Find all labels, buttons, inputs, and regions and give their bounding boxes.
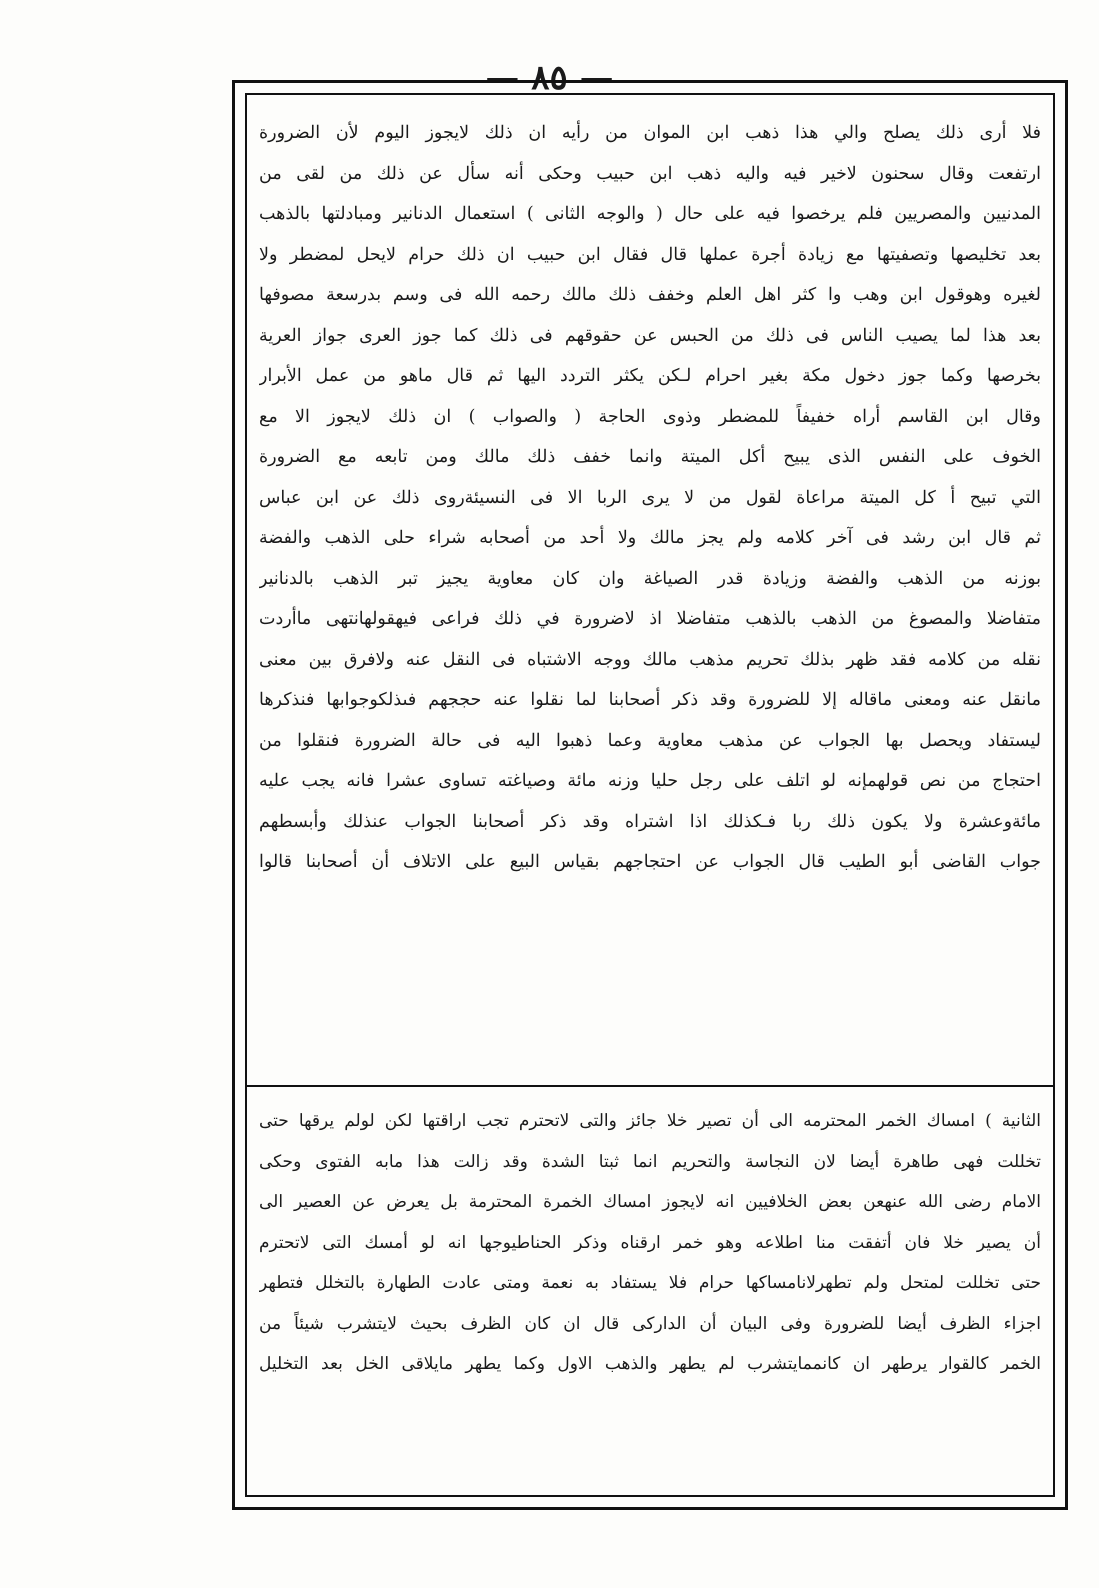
footnote-line: تخللت فهى طاهرة أيضا لان النجاسة والتحريم انما ثبتا الشدة وقد زالت هذا مابه الفتوى وحكى bbox=[259, 1151, 1041, 1172]
main-text-line: ثم قال ابن رشد فى آخر كلامه ولم يجز مالك ولا أحد من أصحابه شراء حلى الذهب والفضة bbox=[259, 528, 1041, 548]
main-text-line: ارتفعت وقال سحنون لاخير فيه واليه ذهب ابن حبيب وحكى أنه سأل عن ذلك من لقى من bbox=[259, 163, 1041, 184]
footnote-divider bbox=[247, 1085, 1053, 1087]
main-text bbox=[259, 113, 1041, 883]
main-text-line: جواب القاضى أبو الطيب قال الجواب عن احتجاجهم بقياس البيع على الاتلاف أن أصحابنا قالوا bbox=[259, 852, 1041, 872]
main-text-line: لغيره وهوقول ابن وهب وا كثر اهل العلم وخفف ذلك مالك رحمه الله فى وسم بدرسعة مصوفها bbox=[259, 285, 1041, 305]
main-text-line: متفاضلا والمصوغ من الذهب بالذهب متفاضلا اذ لاضرورة في ذلك فراعى فيهقولهانتهى ماأردت bbox=[259, 609, 1041, 629]
footnote-line: اجزاء الظرف أيضا للضرورة وفى البيان أن الداركى قال ان كان الظرف بحيث لايتشرب شيئاً من bbox=[259, 1313, 1041, 1334]
main-text-line: الخوف على النفس الذى يبيح أكل الميتة وانما خفف ذلك مالك ومن تابعه مع الضرورة bbox=[259, 447, 1041, 467]
page-frame bbox=[232, 80, 1068, 1510]
footnote-line: الامام رضى الله عنهعن بعض الخلافيين انه لايجوز امساك الخمرة المحترمة بل يعرض عن العصير الى bbox=[259, 1192, 1041, 1212]
main-text-line: مانقل عنه ومعنى ماقاله إلا للضرورة وقد ذكر أصحابنا لما نقلوا عنه حججهم فىذلكوجوابها فنذكرها bbox=[259, 690, 1041, 710]
main-text-line: المدنيين والمصريين فلم يرخصوا فيه على حال ( والوجه الثانى ) استعمال الدنانير ومبادلتها بالذهب bbox=[259, 204, 1041, 224]
footnote-line: حتى تخللت لمتحل ولم تطهرلانامساكها حرام فلا يستفاد به نعمة ومتى عادت الطهارة بالتخلل فتطهر bbox=[259, 1273, 1041, 1293]
footnote-line: الخمر كالقوار يرطهر ان كانممايتشرب لم يطهر والذهب الاول وكما يطهر مايلاقى الخل بعد التخليل bbox=[259, 1354, 1041, 1374]
main-text-line: بعد تخليصها وتصفيتها مع زيادة أجرة عملها قال فقال ابن حبيب ان ذلك حرام لايحل لمضطر ولا bbox=[259, 244, 1041, 265]
main-text-line: التي تبيح أ كل الميتة مراعاة لقول من لا يرى الربا الا فى النسيئةروى ذلك عن ابن عباس bbox=[259, 487, 1041, 508]
main-text-line: وقال ابن القاسم أراه خفيفاً للمضطر وذوى الحاجة ( والصواب ) ان ذلك لايجوز الا مع bbox=[259, 406, 1041, 427]
main-text-line: احتجاج من نص قولهمإنه لو اتلف على رجل حليا وزنه مائة وصياغته تساوى عشرا فانه يجب عليه bbox=[259, 771, 1041, 791]
main-text-line: بخرصها وكما جوز دخول مكة بغير احرام لـكن يكثر التردد اليها ثم قال ماهو من عمل الأبرار bbox=[259, 366, 1041, 386]
main-text-line: فلا أرى ذلك يصلح والي هذا ذهب ابن الموان من رأيه ان ذلك لايجوز اليوم لأن الضرورة bbox=[259, 123, 1041, 143]
main-text-line: ليستفاد ويحصل بها الجواب عن مذهب معاوية وعما ذهبوا اليه فى حالة الضرورة فنقلوا من bbox=[259, 730, 1041, 751]
page-number: — ٨٥ — bbox=[485, 58, 614, 98]
page-frame-inner bbox=[245, 93, 1055, 1497]
main-text-line: نقله من كلامه فقد ظهر بذلك تحريم مذهب مالك ووجه الاشتباه فى النقل عنه ولافرق بين معنى bbox=[259, 649, 1041, 670]
main-text-line: بوزنه من الذهب والفضة وزيادة قدر الصياغة وان كان معاوية يجيز تبر الذهب بالدنانير bbox=[259, 568, 1041, 589]
main-text-line: بعد هذا لما يصيب الناس فى ذلك من الحبس عن حقوقهم فى ذلك كما جوز العرى جواز العرية bbox=[259, 325, 1041, 346]
footnote-line: أن يصير خلا فان أتفقت منا اطلاعه وهو خمر ارقناه وذكر الحناطيوجها انه لو أمسك التى لاتحترم bbox=[259, 1232, 1041, 1253]
main-text-line: مائةوعشرة ولا يكون ذلك ربا فـكذلك اذا اشتراه وقد ذكر أصحابنا الجواب عنذلك وأبسطهم bbox=[259, 811, 1041, 832]
footnote-line: الثانية ) امساك الخمر المحترمه الى أن تصير خلا جائز والتى لاتحترم تجب اراقتها لكن لولم يرقها حتى bbox=[259, 1111, 1041, 1131]
footnote-text bbox=[259, 1101, 1041, 1385]
